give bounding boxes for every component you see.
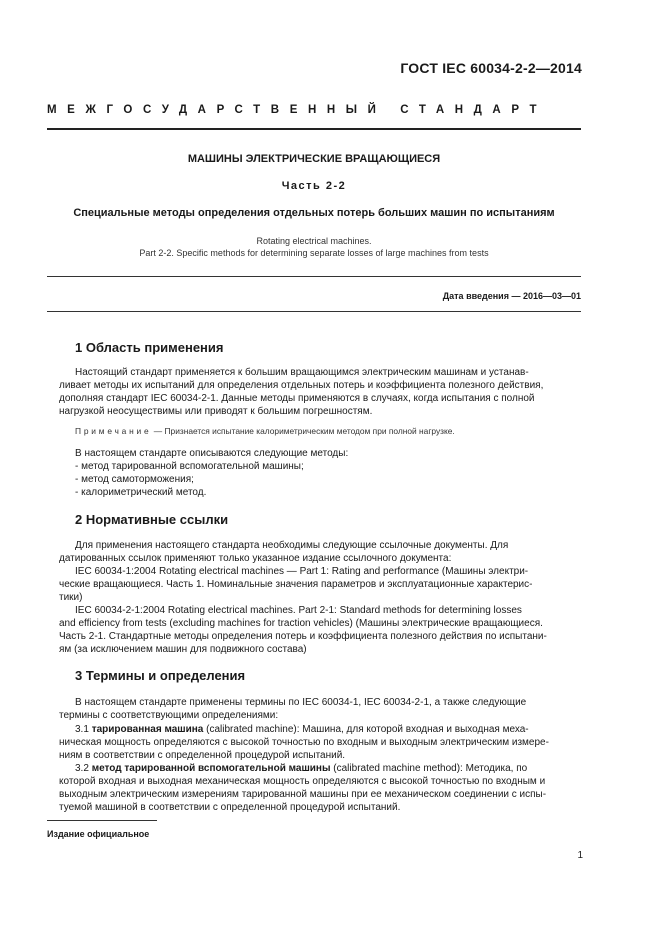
- part-title: Часть 2-2: [281, 180, 347, 192]
- note-text: — Признается испытание калориметрическим методом при полной нагрузке.: [151, 426, 455, 436]
- title-rule: [47, 276, 581, 277]
- term-definition-line: выходным электрическим измерениям тарированной машины при ее механическом соединении с испы-: [59, 789, 547, 800]
- english-title-line-1: Rotating electrical machines.: [256, 236, 372, 246]
- paragraph-line: нагрузкой неосуществимы или приводят к большим погрешностям.: [59, 406, 373, 417]
- english-title-line-2: Part 2-2. Specific methods for determining separate losses of large machines from tests: [139, 248, 489, 258]
- header-rule: [47, 128, 581, 130]
- document-title: МАШИНЫ ЭЛЕКТРИЧЕСКИЕ ВРАЩАЮЩИЕСЯ: [187, 153, 441, 165]
- term-name: метод тарированной вспомогательной машины: [91, 763, 331, 774]
- term-number: 3.2: [75, 763, 92, 774]
- section-2-heading: 2 Нормативные ссылки: [75, 512, 229, 527]
- term-definition: (calibrated machine): Машина, для которой входная и выходная меха-: [203, 724, 529, 735]
- paragraph-line: Настоящий стандарт применяется к большим вращающимся электрическим машинам и устанав-: [75, 367, 529, 378]
- reference-line: and efficiency from tests (excluding machines for traction vehicles) (Машины электрические вращающиеся.: [59, 618, 543, 629]
- term-3-2: [75, 762, 527, 775]
- section-3-heading: 3 Термины и определения: [75, 668, 246, 683]
- paragraph-line: датированных ссылок применяют только указанное издание ссылочного документа:: [59, 553, 452, 564]
- term-definition-line: ниям в соответствии с определенной процедурой испытаний.: [59, 750, 346, 761]
- page-number: 1: [577, 850, 583, 861]
- document-subtitle: Специальные методы определения отдельных потерь больших машин по испытаниям: [73, 207, 555, 219]
- reference-line: ческие вращающиеся. Часть 1. Номинальные значения параметров и эксплуатационные характерис-: [59, 579, 533, 590]
- reference-line: ям (за исключением машин для подвижного состава): [59, 644, 307, 655]
- section-1-heading: 1 Область применения: [75, 340, 224, 355]
- paragraph-line: В настоящем стандарте применены термины по IEC 60034-1, IEC 60034-2-1, а также следующие: [75, 697, 527, 708]
- reference-line: тики): [59, 592, 83, 603]
- date-rule: [47, 311, 581, 312]
- term-3-1: [75, 723, 529, 736]
- term-definition-line: ническая мощность определяются с высокой точностью по входным и выходным электрическим измере-: [59, 737, 549, 748]
- paragraph-line: дополняя стандарт IEC 60034-2-1. Данные методы применяются в случаях, когда испытания с полной: [59, 393, 535, 404]
- list-item: - метод тарированной вспомогательной машины;: [75, 461, 304, 472]
- term-definition-line: которой входная и выходная механическая мощность определяются с высокой точностью по входным и: [59, 776, 546, 787]
- term-definition-line: туемой машиной в соответствии с определенной процедурой испытаний.: [59, 802, 401, 813]
- term-number: 3.1: [75, 724, 92, 735]
- term-name: тарированная машина: [91, 724, 204, 735]
- interstate-standard-label: МЕЖГОСУДАРСТВЕННЫЙ СТАНДАРТ: [47, 104, 548, 116]
- footer-rule: [47, 820, 157, 821]
- paragraph-line: термины с соответствующими определениями:: [59, 710, 279, 721]
- note: [75, 426, 581, 436]
- term-definition: (calibrated machine method): Методика, по: [330, 763, 528, 774]
- list-item: - метод самоторможения;: [75, 474, 194, 485]
- paragraph-line: Для применения настоящего стандарта необходимы следующие ссылочные документы. Для: [75, 540, 509, 551]
- note-label: Примечание: [75, 426, 152, 436]
- standard-code: ГОСТ IEC 60034-2-2—2014: [400, 60, 582, 76]
- methods-intro: В настоящем стандарте описываются следующие методы:: [75, 448, 349, 459]
- intro-date: Дата введения — 2016—03—01: [442, 291, 581, 301]
- official-edition-label: Издание официальное: [47, 829, 150, 839]
- list-item: - калориметрический метод.: [75, 487, 207, 498]
- reference-line: IEC 60034-2-1:2004 Rotating electrical machines. Part 2-1: Standard methods for determining losses: [75, 605, 522, 616]
- paragraph-line: ливает методы их испытаний для определения отдельных потерь и коэффициента полезного действия,: [59, 380, 544, 391]
- reference-line: Часть 2-1. Стандартные методы определения потерь и коэффициента полезного действия по испытани-: [59, 631, 547, 642]
- reference-line: IEC 60034-1:2004 Rotating electrical machines — Part 1: Rating and performance (Машины электри-: [75, 566, 529, 577]
